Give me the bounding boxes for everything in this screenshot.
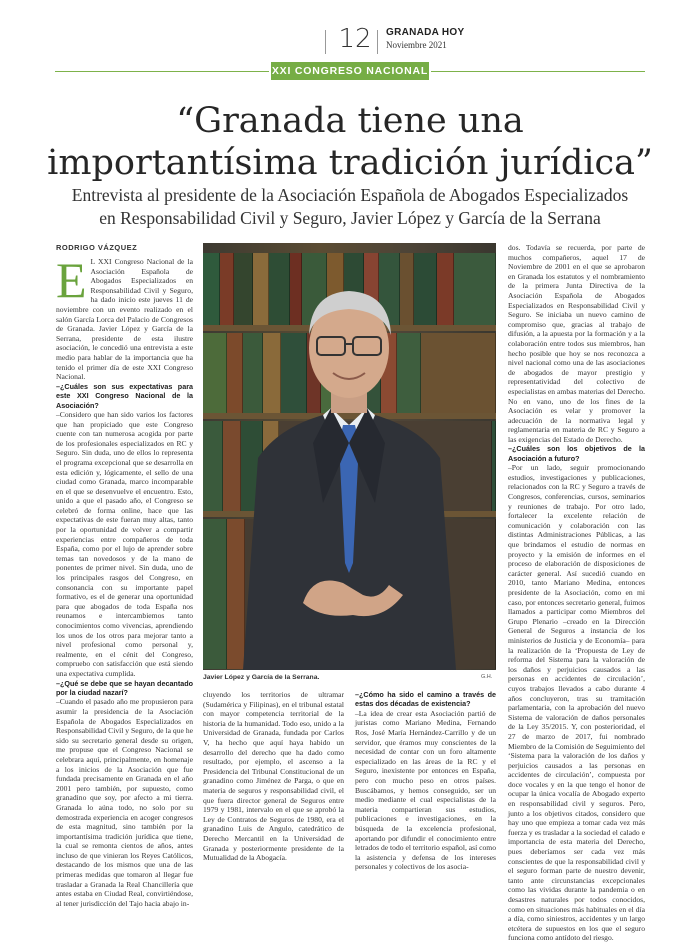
article-column-1 (56, 252, 193, 908)
answer-1: –Considero que han sido varios los factores que han propiciado que este Congreso cuente con tan numerosa acogida por parte de los profesionales especializados en RC y Seguro. Sin duda, uno de ellos lo representa el programa excepcional que se desarrolla en esta edición y, lógicamente, el sello de una ciudad como Granada, marco incomparable en el que se desenvuelve el encuentro. Esto, unido a que el pasado año, el Congreso se celebró de forma online, hace que las expectativas de este fueran muy altas, tanto por la oportunidad de volver a compartir experiencias entre compañeros de toda España, como por el lujo de aprender sobre temas tan novedosos y de la mano de ponentes de primer nivel. Sin duda, uno de los principales rasgos del Congreso, en consonancia con su importante papel formativo, es el de generar una oportunidad para que abogados de toda España nos reunamos e intercambiemos tanto conocimientos como vivencias, aprendiendo los unos de los otros para mejorar tanto a nivel profesional como personal y, realmente, en el cénit del Congreso, compruebo con satisfacción que está siendo una expectativa cumplida. (56, 409, 193, 678)
question-1: –¿Cuáles son sus expectativas para este XXI Congreso Nacional de la Asociación? (56, 381, 193, 410)
header-divider-left (325, 30, 326, 54)
answer-4: –Por un lado, seguir promocionando estudios, investigaciones y publicaciones, relacionados con la RC y Seguro a través de Congresos, conferencias, cursos, seminarios y reuniones de trabajo. Por otro lado, fortalecer la excelente relación de comunicación y colaboración con las distintas Administraciones Públicas, a las que brindamos el estudio de normas en proyecto y la emisión de informes en el proceso de elaboración de disposiciones de carácter general. Así sucedió cuando en 2010, tanto Mariano Medina, entonces presidente de la Asociación, como en mi caso, por entonces secretario general, fuimos llamados a participar como Miembros del Grupo Plenario –creado en la Dirección General de Seguros a instancia de los ministerios de Justicia y de Economía– para la realización de la ‘Propuesta de Ley de reforma del Sistema para la valoración de los daños y perjuicios causados a las personas en accidentes de circulación’, cuyos trabajos llevados a cabo durante 4 años concluyeron, tras su tramitación parlamentaria, con la aprobación del nuevo Sistema de valoración de daños personales de la Ley 35/2015. Y, con posterioridad, el 27 de marzo de 2017, fui nombrado Miembro de la Comisión de Seguimiento del ‘Sistema para la valoración de los daños y perjuicios causados a las personas en accidentes de circulación’, compuesta por doce vocales y en la que tengo el honor de ocupar la única vocalía de Abogado experto en responsabilidad civil y seguros. Pero, junto a los objetivos citados, considero que hay uno que empieza a tomar cada vez más fuerza y es trasladar a la sociedad el calado e importancia de esta materia del Derecho, pues deberíamos ser cada vez más conscientes de que la responsabilidad civil y el seguro forman parte de nuestro devenir, tanto ante circunstancias excepcionales como las vividas durante la pandemia o en desastres naturales por todos conocidos, como en situaciones más habituales en el día a día, como siniestros, accidentes y un largo etcétera de supuestos en los que el seguro funciona como antídoto del riesgo. (508, 463, 645, 943)
article-intro: L XXI Congreso Nacional de la Asociación Española de Abogados Especializados en Responsabilidad Civil y Seguro, ha dado inicio este jueves 11 de noviembre con un evento realizado en el salón García Lorca del Palacio de Congresos de Granada. Javier López y García de la Serrana, presidente de esta ilustre asociación, le concedió una entrevista a este medio para hablar de la importancia que ha tenido el primer día de este XXI Congreso Nacional. (56, 257, 193, 382)
subtitle-line-1: Entrevista al presidente de la Asociación Española de Abogados Especializados (71, 185, 629, 205)
header-divider-right (377, 30, 378, 54)
section-tag: XXI CONGRESO NACIONAL (271, 62, 429, 80)
headline-line-1: “Granada tiene una (176, 101, 524, 141)
question-4: –¿Cuáles son los objetivos de la Asociación a futuro? (508, 444, 645, 463)
section-rule-left (55, 71, 269, 72)
article-column-4 (508, 243, 645, 943)
article-column-2 (203, 690, 344, 888)
interview-photo (203, 243, 496, 670)
section-rule-right (431, 71, 645, 72)
photo-credit: G.H. (481, 674, 493, 680)
person-figure (203, 243, 496, 670)
headline-line-2: importantísima tradición jurídica” (47, 143, 653, 183)
column-2-text: cluyendo los territorios de ultramar (Sudamérica y Filipinas), en el tribunal estatal con mayor competencia territorial de la historia de la humanidad. Todo eso, unido a la Universidad de Granada, fundada por Carlos V, ha hecho que aquí haya habido un desarrollo del derecho que ha dado como resultado, por ejemplo, el ascenso a la Presidencia del Tribunal Constitucional de un granadino como Jiménez de Parga, o que en materia de seguros y responsabilidad civil, el que fuera director general de Seguros entre 1979 y 1981, intervalo en el que se aprobó la Ley de Contratos de Seguros de 1980, era el granadino Luis de Angulo, catedrático de Derecho Mercantil en la Universidad de Granada y posteriormente presidente de la Mutualidad de la Abogacía. (203, 690, 344, 863)
answer-3: –La idea de crear esta Asociación partió de juristas como Mariano Medina, Fernando Ros, José María Hernández-Carrillo y de un servidor, que éramos muy conscientes de la necesidad de contar con un foro altamente especializado en las áreas de la RC y el Seguro, inexistente por entonces en España, pero con mucho peso en otros países. Buscábamos, y hemos conseguido, ser un medio mediante el cual especialistas de la materia compartieran sus estudios, publicaciones e investigaciones, en la búsqueda de la excelencia profesional, aportando por difundir el conocimiento entre letrados de todo el territorio español, así como la asistencia y defensa de los intereses personales y colectivos de los asocia- (355, 708, 496, 872)
answer-2: –Cuando el pasado año me propusieron para asumir la presidencia de la Asociación Española de Abogados Especializados en Responsabilidad Civil y Seguro, de la que he sido su secretario general desde su origen, me propuse que el Congreso Nacional se celebrara aquí, principalmente, en homenaje a los inicios de la Asociación que fue fundada precisamente en Granada en el año 2001 pero también, por supuesto, como granadino que soy, por afecto a mi tierra. Granada lo aúna todo, no solo por su demostrada experiencia en acoger congresos de esta magnitud, sino también por la importantísima tradición jurídica que tiene, la cual se remonta cientos de años, antes incluso de que vinieran los Reyes Católicos, destacando de los mismos que una de las primeras medidas que tomaron al llegar fue trasladar a Granada la Real Chancillería que antes estaba en Ciudad Real, convirtiéndose, al tener jurisdicción del Tajo hacia abajo in- (56, 697, 193, 908)
headline (20, 100, 680, 184)
newspaper-name: GRANADA HOY (386, 27, 465, 38)
issue-date: Noviembre 2021 (386, 40, 447, 50)
answer-3-continued: dos. Todavía se recuerda, por parte de muchos compañeros, aquel 17 de Noviembre de 2001 en el que se aprobaron en Granada los estatutos y el nombramiento de la primera Junta Directiva de la Asociación Española de Abogados Especializados en Responsabilidad Civil y Seguro. Se iniciaba un nuevo camino de compromiso que, gracias al trabajo de difusión, a la apuesta por la formación y a la colaboración entre todos sus miembros, han hecho posible que hoy se nos reconozca a nivel nacional como una de las asociaciones de abogados de mayor prestigio y representatividad del colectivo de especialistas en ambas materias del Derecho. No en vano, uno de los fines de la Asociación es velar y promover la adecuación de la normativa legal y reglamentaria en materia de RC y Seguro a las exigencias del Estado de Derecho. (508, 243, 645, 444)
article-column-3 (355, 690, 496, 888)
page-header (0, 0, 700, 60)
drop-cap: E (56, 252, 87, 308)
subtitle (30, 184, 670, 230)
section-banner (0, 62, 700, 82)
byline: RODRIGO VÁZQUEZ (56, 243, 138, 252)
subtitle-line-2: en Responsabilidad Civil y Seguro, Javier López y García de la Serrana (99, 208, 601, 228)
question-3: –¿Cómo ha sido el camino a través de estas dos décadas de existencia? (355, 690, 496, 709)
question-2: –¿Qué se debe que se hayan decantado por la ciudad nazarí? (56, 678, 193, 697)
page-number: 12 (338, 24, 372, 54)
photo-caption: Javier López y García de la Serrana. (203, 674, 320, 681)
